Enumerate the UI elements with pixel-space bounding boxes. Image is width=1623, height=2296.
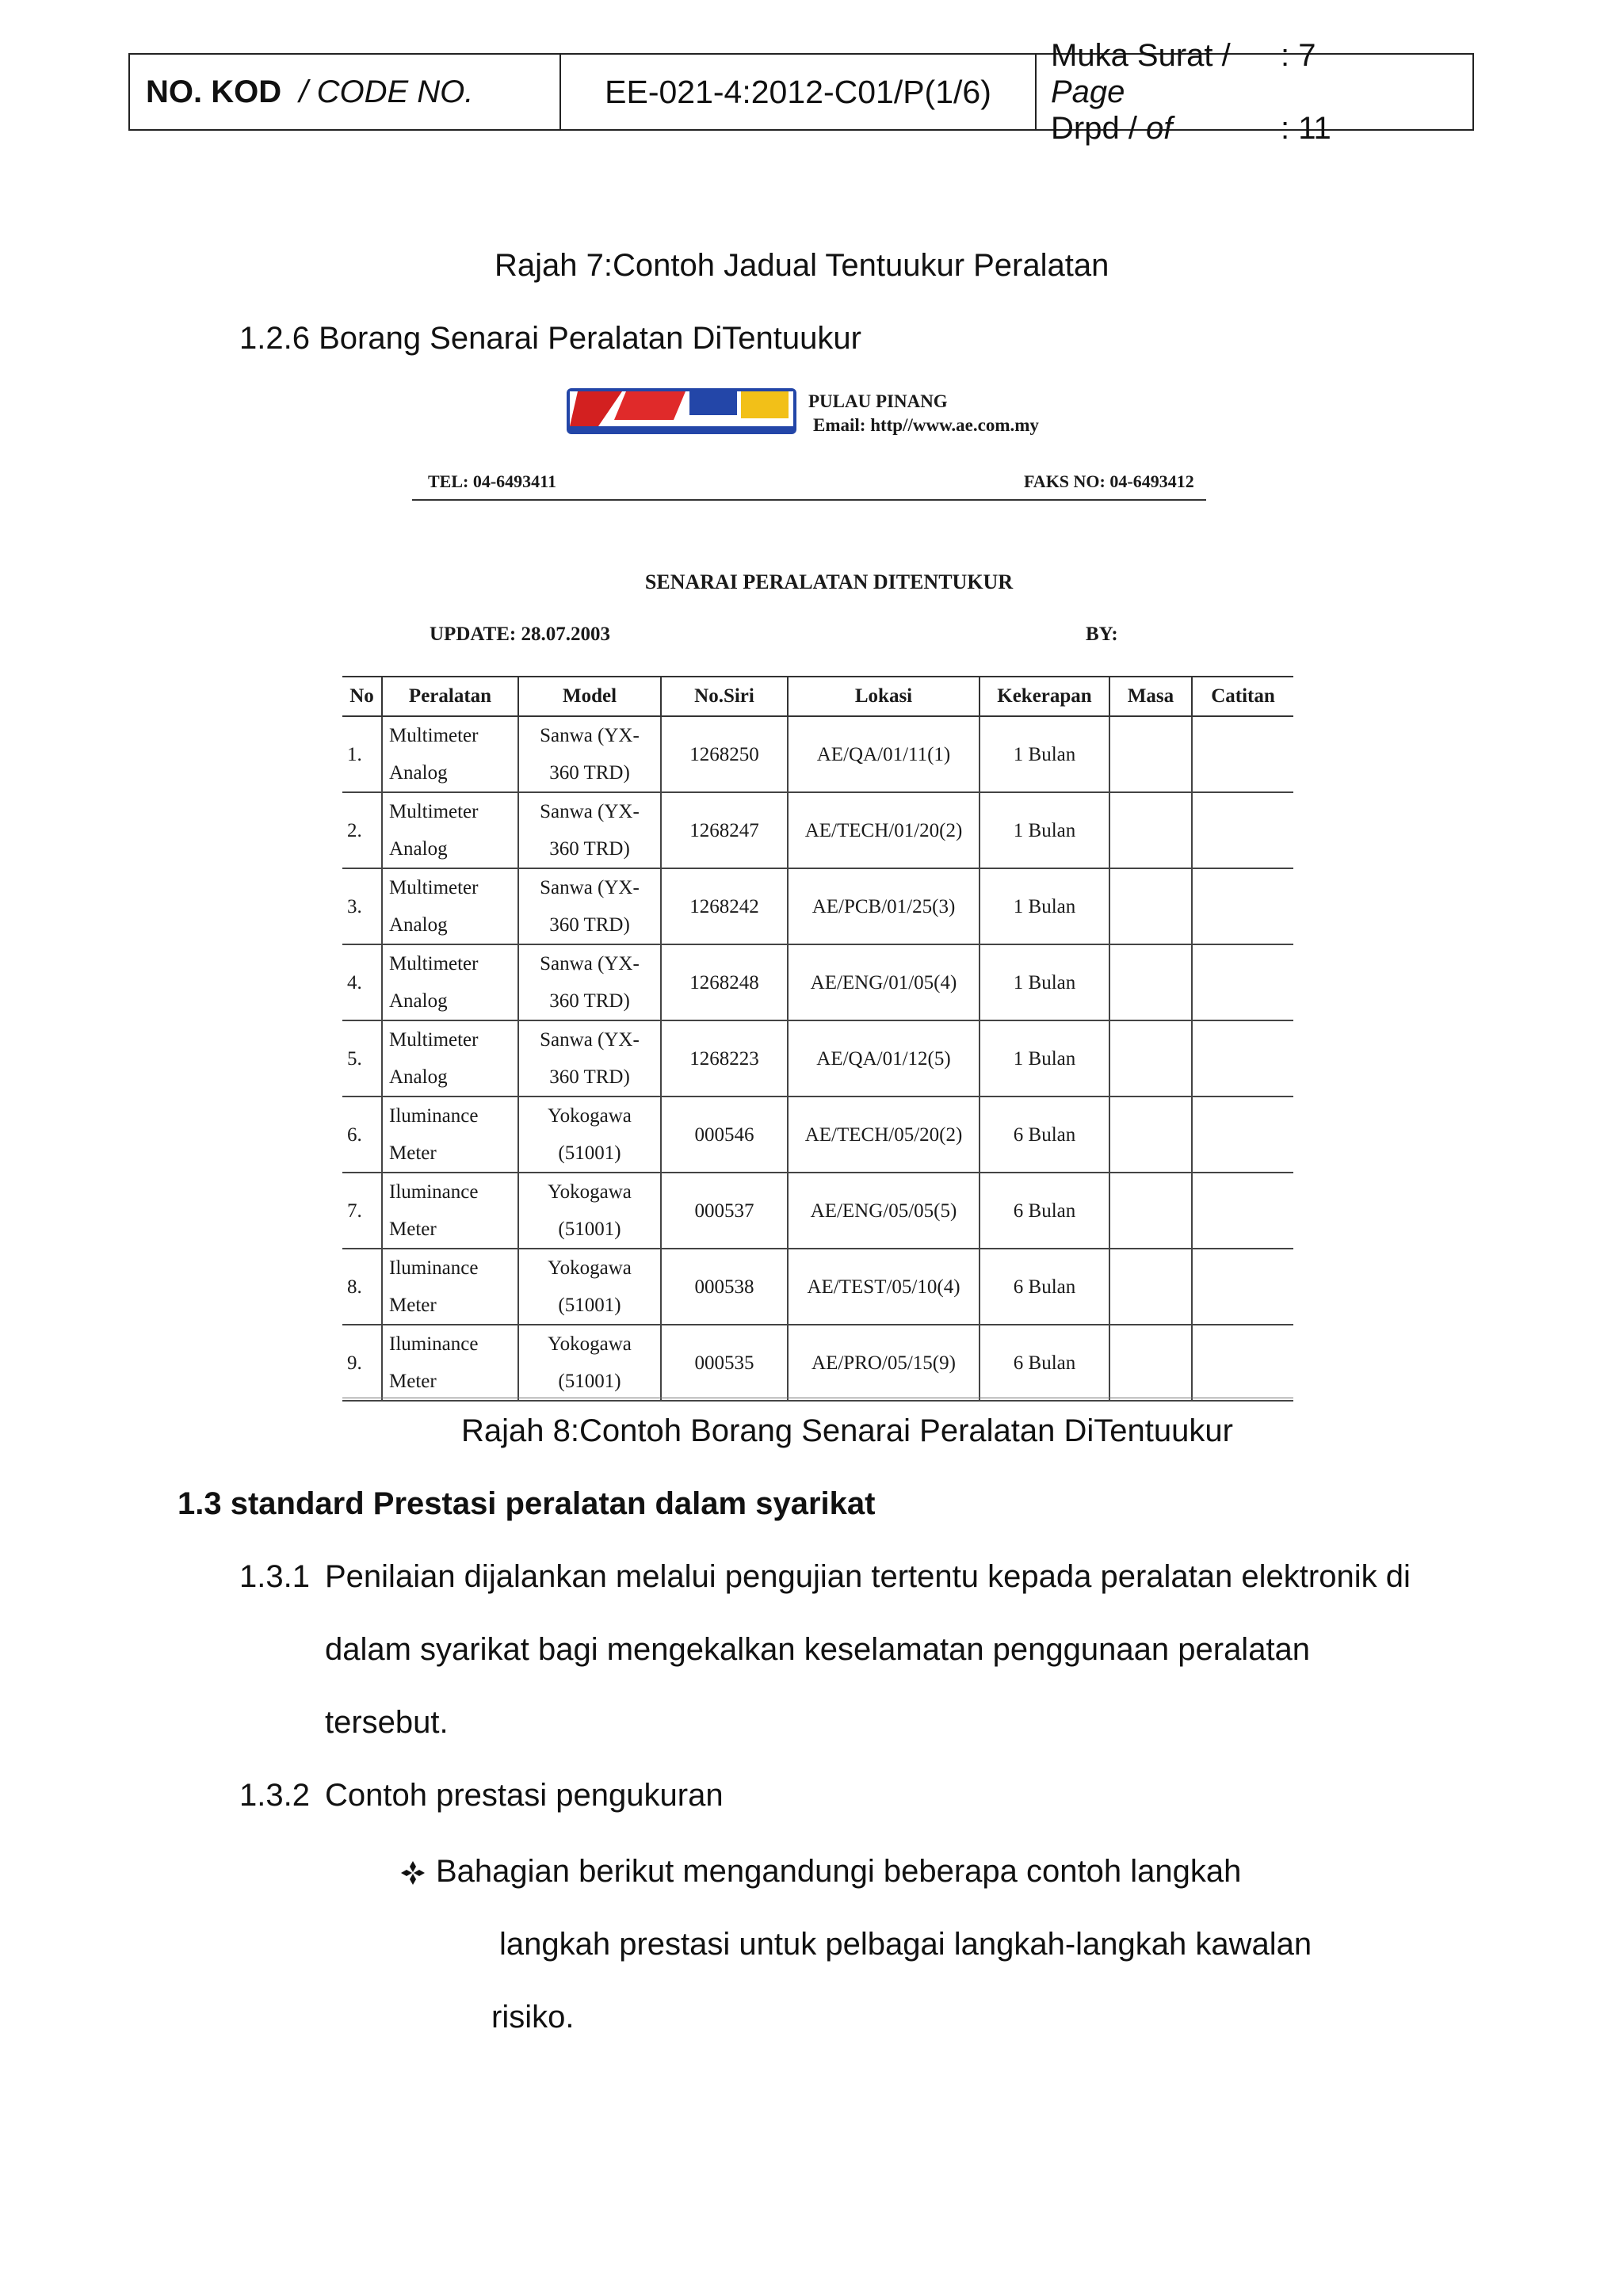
column-header: Peralatan bbox=[382, 677, 518, 716]
form-title: SENARAI PERALATAN DITENTUKUR bbox=[644, 570, 1014, 593]
header-divider bbox=[412, 499, 1206, 501]
equipment-cell-text: Analog bbox=[389, 914, 448, 936]
frequency-cell-text: 1 Bulan bbox=[1013, 819, 1076, 841]
model-cell-text: Yokogawa bbox=[548, 1105, 632, 1127]
notes-cell bbox=[1192, 1097, 1293, 1173]
equipment-cell bbox=[382, 792, 518, 868]
equipment-cell-text: Multimeter bbox=[389, 801, 479, 822]
row-number-cell bbox=[342, 1325, 382, 1401]
equipment-cell-text: Iluminance bbox=[389, 1105, 479, 1127]
row-number-cell bbox=[342, 716, 382, 792]
serial-cell-text: 1268247 bbox=[689, 819, 759, 841]
serial-cell bbox=[661, 1325, 788, 1401]
column-header: No bbox=[342, 677, 382, 716]
notes-cell bbox=[1192, 1173, 1293, 1249]
equipment-cell-text: Meter bbox=[389, 1295, 437, 1316]
column-header: Catitan bbox=[1192, 677, 1293, 716]
frequency-cell bbox=[980, 1020, 1109, 1097]
row-number-cell-text: 4. bbox=[347, 971, 362, 994]
table-row bbox=[342, 1097, 1293, 1173]
frequency-cell bbox=[980, 716, 1109, 792]
time-cell bbox=[1109, 1325, 1192, 1401]
time-cell bbox=[1109, 1173, 1192, 1249]
frequency-cell bbox=[980, 1325, 1109, 1401]
model-cell-text: 360 TRD) bbox=[549, 990, 630, 1012]
serial-cell-text: 000538 bbox=[694, 1276, 754, 1298]
table-row bbox=[342, 944, 1293, 1020]
notes-cell bbox=[1192, 1325, 1293, 1401]
frequency-cell bbox=[980, 792, 1109, 868]
table-row bbox=[342, 1173, 1293, 1249]
frequency-cell-text: 6 Bulan bbox=[1013, 1352, 1076, 1374]
equipment-cell-text: Meter bbox=[389, 1371, 437, 1392]
row-number-cell bbox=[342, 868, 382, 944]
fax-number: FAKS NO: 04-6493412 bbox=[1024, 471, 1194, 491]
code-label-italic: / CODE NO. bbox=[299, 74, 474, 109]
row-number-cell bbox=[342, 1097, 382, 1173]
row-number-cell-text: 2. bbox=[347, 819, 362, 841]
model-cell-text: Yokogawa bbox=[548, 1257, 632, 1279]
model-cell-text: Sanwa (YX- bbox=[540, 1029, 640, 1051]
serial-cell-text: 1268242 bbox=[689, 895, 759, 917]
table-row bbox=[342, 868, 1293, 944]
equipment-cell-text: Meter bbox=[389, 1142, 437, 1164]
table-row bbox=[342, 716, 1293, 792]
scanned-equipment-form bbox=[333, 380, 1308, 1402]
serial-cell-text: 1268223 bbox=[689, 1047, 759, 1070]
of-value: : 11 bbox=[1281, 111, 1331, 146]
time-cell bbox=[1109, 716, 1192, 792]
location-cell-text: AE/QA/01/11(1) bbox=[816, 743, 951, 765]
frequency-cell-text: 6 Bulan bbox=[1013, 1123, 1076, 1146]
row-number-cell bbox=[342, 792, 382, 868]
by-label: BY: bbox=[1086, 624, 1118, 645]
row-number-cell-text: 8. bbox=[347, 1276, 362, 1298]
org-email: Email: http//www.ae.com.my bbox=[813, 415, 1039, 435]
equipment-cell bbox=[382, 944, 518, 1020]
column-header: Masa bbox=[1109, 677, 1192, 716]
bullet-line-1: Bahagian berikut mengandungi beberapa contoh langkah bbox=[436, 1854, 1242, 1889]
model-cell-text: Yokogawa bbox=[548, 1333, 632, 1355]
location-cell-text: AE/ENG/01/05(4) bbox=[810, 971, 957, 994]
model-cell bbox=[518, 1020, 661, 1097]
location-cell-text: AE/PRO/05/15(9) bbox=[812, 1352, 956, 1374]
para-1-3-1-line-3: tersebut. bbox=[325, 1705, 449, 1740]
model-cell-text: 360 TRD) bbox=[549, 1066, 630, 1088]
equipment-cell-text: Iluminance bbox=[389, 1181, 479, 1203]
equipment-cell-text: Multimeter bbox=[389, 725, 479, 746]
serial-cell bbox=[661, 1020, 788, 1097]
table-body bbox=[342, 716, 1293, 1401]
location-cell-text: AE/TECH/05/20(2) bbox=[804, 1123, 963, 1146]
page-value: : 7 bbox=[1281, 38, 1316, 73]
equipment-cell bbox=[382, 868, 518, 944]
of-row bbox=[1051, 110, 1331, 147]
row-number-cell-text: 1. bbox=[347, 743, 362, 765]
model-cell-text: 360 TRD) bbox=[549, 762, 630, 784]
serial-cell bbox=[661, 792, 788, 868]
org-name: PULAU PINANG bbox=[808, 391, 948, 411]
company-logo bbox=[567, 388, 796, 434]
frequency-cell bbox=[980, 944, 1109, 1020]
para-1-3-1-line-1: Penilaian dijalankan melalui pengujian tertentu kepada peralatan elektronik di bbox=[325, 1559, 1411, 1594]
location-cell bbox=[788, 868, 980, 944]
model-cell-text: Sanwa (YX- bbox=[540, 725, 640, 746]
frequency-cell-text: 1 Bulan bbox=[1013, 743, 1076, 765]
notes-cell bbox=[1192, 1249, 1293, 1325]
frequency-cell bbox=[980, 1249, 1109, 1325]
equipment-cell bbox=[382, 716, 518, 792]
time-cell bbox=[1109, 1097, 1192, 1173]
equipment-cell-text: Analog bbox=[389, 838, 448, 860]
equipment-cell-text: Iluminance bbox=[389, 1333, 479, 1355]
page-label-italic: Page bbox=[1051, 74, 1125, 109]
model-cell-text: Sanwa (YX- bbox=[540, 877, 640, 898]
page-info-cell bbox=[1037, 38, 1472, 146]
document-header bbox=[128, 38, 1474, 146]
serial-cell bbox=[661, 1097, 788, 1173]
model-cell-text: (51001) bbox=[558, 1142, 621, 1164]
frequency-cell-text: 1 Bulan bbox=[1013, 1047, 1076, 1070]
figure-8-caption: Rajah 8:Contoh Borang Senarai Peralatan DiTentuukur bbox=[461, 1413, 1233, 1448]
location-cell-text: AE/TEST/05/10(4) bbox=[807, 1276, 960, 1298]
time-cell bbox=[1109, 868, 1192, 944]
equipment-cell-text: Multimeter bbox=[389, 877, 479, 898]
row-number-cell bbox=[342, 1173, 382, 1249]
of-label-italic: of bbox=[1146, 111, 1173, 146]
equipment-cell-text: Analog bbox=[389, 1066, 448, 1088]
frequency-cell-text: 1 Bulan bbox=[1013, 971, 1076, 994]
serial-cell bbox=[661, 868, 788, 944]
frequency-cell bbox=[980, 1097, 1109, 1173]
frequency-cell-text: 6 Bulan bbox=[1013, 1276, 1076, 1298]
para-1-3-1-number: 1.3.1 bbox=[239, 1559, 310, 1594]
location-cell bbox=[788, 792, 980, 868]
time-cell bbox=[1109, 1020, 1192, 1097]
figure-7-caption: Rajah 7:Contoh Jadual Tentuukur Peralatan bbox=[495, 248, 1109, 283]
of-label: Drpd / bbox=[1051, 111, 1147, 146]
serial-cell-text: 1268248 bbox=[689, 971, 759, 994]
page-label: Muka Surat / bbox=[1051, 38, 1231, 73]
table-row bbox=[342, 792, 1293, 868]
serial-cell-text: 000537 bbox=[694, 1199, 754, 1222]
serial-cell bbox=[661, 1249, 788, 1325]
equipment-cell-text: Meter bbox=[389, 1219, 437, 1240]
code-label-cell bbox=[130, 55, 561, 129]
location-cell bbox=[788, 944, 980, 1020]
frequency-cell bbox=[980, 868, 1109, 944]
serial-cell bbox=[661, 944, 788, 1020]
notes-cell bbox=[1192, 792, 1293, 868]
table-row bbox=[342, 1020, 1293, 1097]
model-cell-text: (51001) bbox=[558, 1295, 621, 1316]
notes-cell bbox=[1192, 868, 1293, 944]
equipment-cell bbox=[382, 1097, 518, 1173]
update-date: UPDATE: 28.07.2003 bbox=[430, 624, 611, 645]
code-label-bold: NO. KOD bbox=[146, 74, 282, 109]
equipment-cell bbox=[382, 1020, 518, 1097]
notes-cell bbox=[1192, 716, 1293, 792]
model-cell bbox=[518, 868, 661, 944]
row-number-cell-text: 9. bbox=[347, 1352, 362, 1374]
model-cell bbox=[518, 1325, 661, 1401]
para-1-3-2-number: 1.3.2 bbox=[239, 1778, 310, 1813]
equipment-cell-text: Analog bbox=[389, 762, 448, 784]
diamond-bullet-icon bbox=[400, 1860, 426, 1886]
table-row bbox=[342, 1325, 1293, 1401]
equipment-table bbox=[342, 676, 1293, 1402]
bullet-line-2: langkah prestasi untuk pelbagai langkah-langkah kawalan bbox=[499, 1927, 1312, 1962]
table-header-row bbox=[342, 677, 1293, 716]
model-cell-text: 360 TRD) bbox=[549, 914, 630, 936]
model-cell-text: Sanwa (YX- bbox=[540, 953, 640, 974]
location-cell bbox=[788, 1020, 980, 1097]
serial-cell bbox=[661, 1173, 788, 1249]
model-cell bbox=[518, 792, 661, 868]
column-header: Lokasi bbox=[788, 677, 980, 716]
equipment-cell bbox=[382, 1325, 518, 1401]
time-cell bbox=[1109, 1249, 1192, 1325]
row-number-cell bbox=[342, 1020, 382, 1097]
location-cell-text: AE/PCB/01/25(3) bbox=[812, 895, 956, 917]
row-number-cell-text: 5. bbox=[347, 1047, 362, 1070]
row-number-cell-text: 6. bbox=[347, 1123, 362, 1146]
equipment-cell-text: Multimeter bbox=[389, 953, 479, 974]
location-cell bbox=[788, 1249, 980, 1325]
section-1-2-6-heading: 1.2.6 Borang Senarai Peralatan DiTentuukur bbox=[239, 321, 861, 356]
location-cell-text: AE/TECH/01/20(2) bbox=[804, 819, 963, 841]
model-cell bbox=[518, 1097, 661, 1173]
serial-cell-text: 000546 bbox=[694, 1123, 754, 1146]
location-cell-text: AE/ENG/05/05(5) bbox=[810, 1199, 957, 1222]
model-cell bbox=[518, 944, 661, 1020]
para-1-3-1-line-2: dalam syarikat bagi mengekalkan keselamatan penggunaan peralatan bbox=[325, 1632, 1311, 1667]
frequency-cell-text: 6 Bulan bbox=[1013, 1199, 1076, 1222]
time-cell bbox=[1109, 944, 1192, 1020]
equipment-cell bbox=[382, 1249, 518, 1325]
bullet-line-3: risiko. bbox=[491, 2000, 575, 2035]
location-cell bbox=[788, 1173, 980, 1249]
code-value-cell bbox=[561, 55, 1037, 129]
section-1-3-heading: 1.3 standard Prestasi peralatan dalam syarikat bbox=[178, 1486, 876, 1521]
model-cell-text: Yokogawa bbox=[548, 1181, 632, 1203]
organisation-block bbox=[808, 390, 1039, 437]
model-cell-text: 360 TRD) bbox=[549, 838, 630, 860]
model-cell-text: Sanwa (YX- bbox=[540, 801, 640, 822]
time-cell bbox=[1109, 792, 1192, 868]
model-cell bbox=[518, 716, 661, 792]
model-cell bbox=[518, 1249, 661, 1325]
row-number-cell-text: 7. bbox=[347, 1199, 362, 1222]
frequency-cell-text: 1 Bulan bbox=[1013, 895, 1076, 917]
model-cell-text: (51001) bbox=[558, 1219, 621, 1240]
location-cell bbox=[788, 1325, 980, 1401]
column-header: No.Siri bbox=[661, 677, 788, 716]
equipment-cell-text: Analog bbox=[389, 990, 448, 1012]
notes-cell bbox=[1192, 944, 1293, 1020]
telephone-number: TEL: 04-6493411 bbox=[428, 471, 556, 491]
model-cell bbox=[518, 1173, 661, 1249]
location-cell bbox=[788, 1097, 980, 1173]
location-cell bbox=[788, 716, 980, 792]
model-cell-text: (51001) bbox=[558, 1371, 621, 1392]
serial-cell-text: 000535 bbox=[694, 1352, 754, 1374]
row-number-cell-text: 3. bbox=[347, 895, 362, 917]
frequency-cell bbox=[980, 1173, 1109, 1249]
row-number-cell bbox=[342, 1249, 382, 1325]
location-cell-text: AE/QA/01/12(5) bbox=[816, 1047, 951, 1070]
serial-cell bbox=[661, 716, 788, 792]
equipment-cell bbox=[382, 1173, 518, 1249]
notes-cell bbox=[1192, 1020, 1293, 1097]
equipment-cell-text: Multimeter bbox=[389, 1029, 479, 1051]
equipment-cell-text: Iluminance bbox=[389, 1257, 479, 1279]
column-header: Kekerapan bbox=[980, 677, 1109, 716]
row-number-cell bbox=[342, 944, 382, 1020]
table-row bbox=[342, 1249, 1293, 1325]
code-value: EE-021-4:2012-C01/P(1/6) bbox=[605, 73, 991, 110]
page-row bbox=[1051, 37, 1316, 110]
column-header: Model bbox=[518, 677, 661, 716]
para-1-3-2-text: Contoh prestasi pengukuran bbox=[325, 1778, 724, 1813]
serial-cell-text: 1268250 bbox=[689, 743, 759, 765]
